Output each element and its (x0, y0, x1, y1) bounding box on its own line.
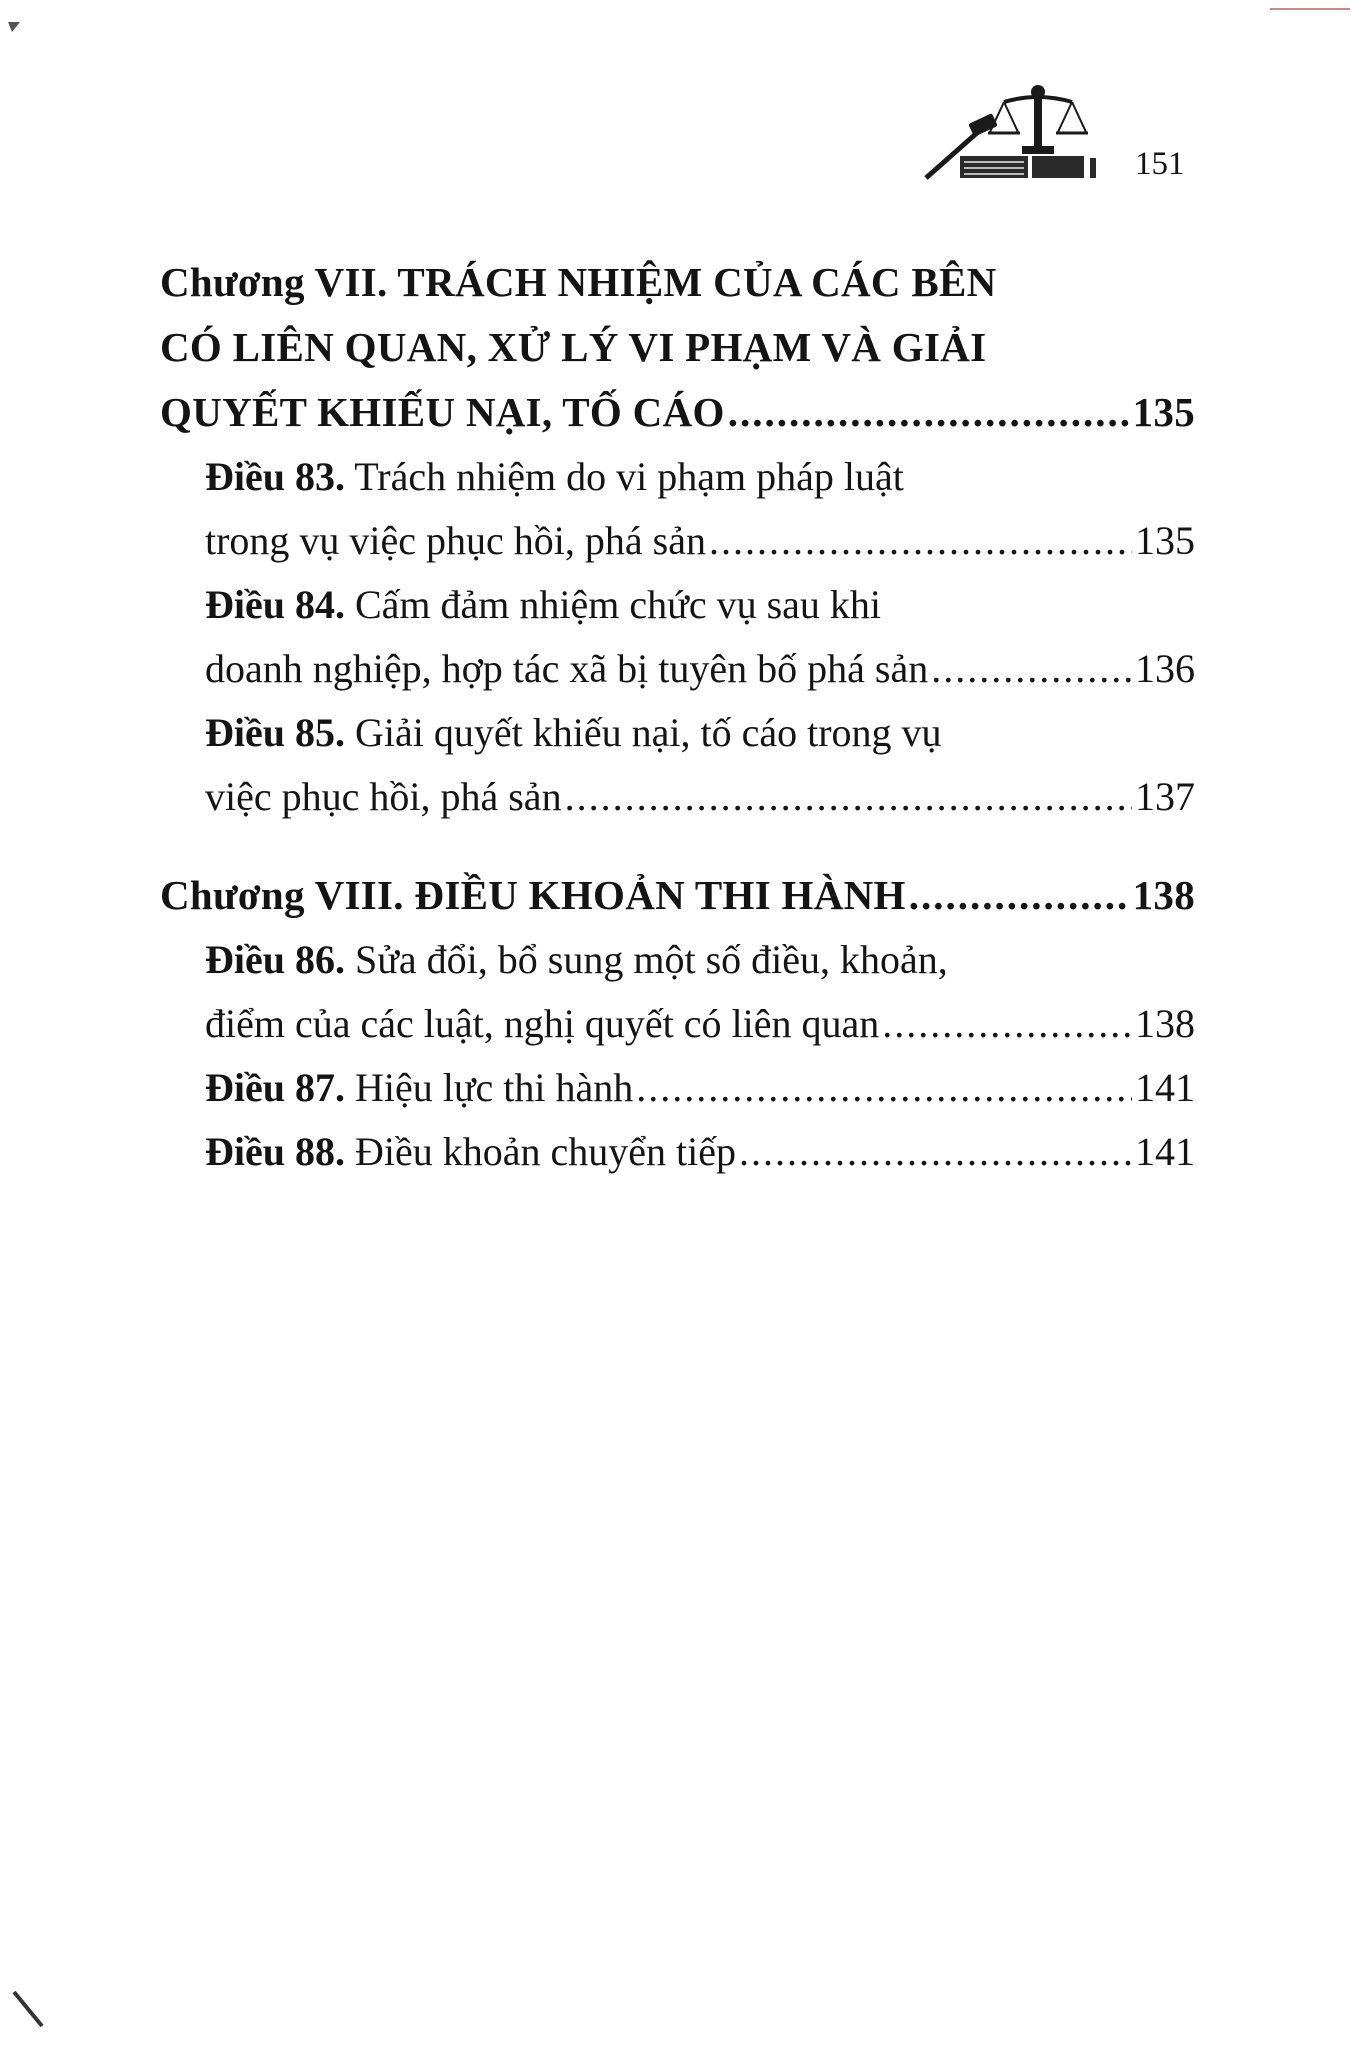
article-last-line (205, 637, 1195, 701)
chapter-title-text: Chương VIII. ĐIỀU KHOẢN THI HÀNH (160, 872, 906, 918)
chapter-title-line: CÓ LIÊN QUAN, XỬ LÝ VI PHẠM VÀ GIẢI (160, 324, 987, 370)
article-title (205, 1056, 633, 1120)
scan-corner-mark (12, 1990, 48, 2030)
chapter-title-text: QUYẾT KHIẾU NẠI, TỐ CÁO (160, 389, 725, 435)
article-label: Điều 83. (205, 454, 345, 499)
scales-of-justice-gavel-icon (920, 80, 1105, 185)
article-label: Điều 86. (205, 937, 345, 982)
page-number: 151 (1135, 146, 1185, 182)
article-last-line (205, 509, 1195, 573)
article-page-number: 136 (1135, 646, 1195, 691)
chapter-page-number: 138 (1132, 872, 1195, 918)
dot-leader (909, 863, 1130, 928)
page-header (900, 80, 1200, 190)
toc-article-84 (205, 573, 1195, 701)
dot-leader (931, 637, 1132, 701)
article-title-text: điểm của các luật, nghị quyết có liên quan (205, 1001, 880, 1046)
toc-article-85 (205, 701, 1195, 829)
article-label: Điều 85. (205, 710, 345, 755)
article-first-line (205, 445, 1195, 509)
article-title-text: Giải quyết khiếu nại, tố cáo trong vụ (345, 710, 942, 755)
article-title-text: Sửa đổi, bổ sung một số điều, khoản, (345, 937, 948, 982)
toc-article-83 (205, 445, 1195, 573)
article-page-number: 137 (1135, 774, 1195, 819)
article-page-number: 141 (1135, 1129, 1195, 1174)
dot-leader (709, 509, 1132, 573)
chapter-page-number: 135 (1132, 389, 1195, 435)
scan-corner-mark (8, 22, 22, 36)
article-first-line (205, 928, 1195, 992)
dot-leader (882, 992, 1132, 1056)
table-of-contents (160, 250, 1195, 1184)
dot-leader (636, 1056, 1132, 1120)
article-page-number: 138 (1135, 1001, 1195, 1046)
article-title-text: Điều khoản chuyển tiếp (345, 1129, 736, 1174)
article-title (205, 1120, 736, 1184)
dot-leader (739, 1120, 1132, 1184)
toc-article-87 (205, 1056, 1195, 1120)
chapter-title-last-line (160, 380, 1195, 445)
dot-leader (565, 765, 1132, 829)
article-title-text: doanh nghiệp, hợp tác xã bị tuyên bố phá sản (205, 646, 929, 691)
article-label: Điều 87. (205, 1065, 345, 1110)
toc-chapter-vii (160, 250, 1195, 445)
article-page-number: 141 (1135, 1065, 1195, 1110)
article-title-text: Cấm đảm nhiệm chức vụ sau khi (345, 582, 882, 627)
article-label: Điều 88. (205, 1129, 345, 1174)
article-title-text: việc phục hồi, phá sản (205, 774, 562, 819)
chapter-title-last-line (160, 863, 1195, 928)
article-label: Điều 84. (205, 582, 345, 627)
article-page-number: 135 (1135, 518, 1195, 563)
chapter-title-line: Chương VII. TRÁCH NHIỆM CỦA CÁC BÊN (160, 259, 997, 305)
scan-edge-line (1270, 4, 1350, 14)
toc-article-86 (205, 928, 1195, 1056)
article-last-line (205, 765, 1195, 829)
article-title-text: Trách nhiệm do vi phạm pháp luật (345, 454, 904, 499)
section-spacer (160, 829, 1195, 863)
article-title-text: trong vụ việc phục hồi, phá sản (205, 518, 706, 563)
article-single-line (205, 1120, 1195, 1184)
article-last-line (205, 992, 1195, 1056)
toc-chapter-viii (160, 863, 1195, 928)
article-single-line (205, 1056, 1195, 1120)
toc-article-88 (205, 1120, 1195, 1184)
dot-leader (728, 380, 1130, 445)
article-first-line (205, 701, 1195, 765)
article-title-text: Hiệu lực thi hành (345, 1065, 634, 1110)
article-first-line (205, 573, 1195, 637)
